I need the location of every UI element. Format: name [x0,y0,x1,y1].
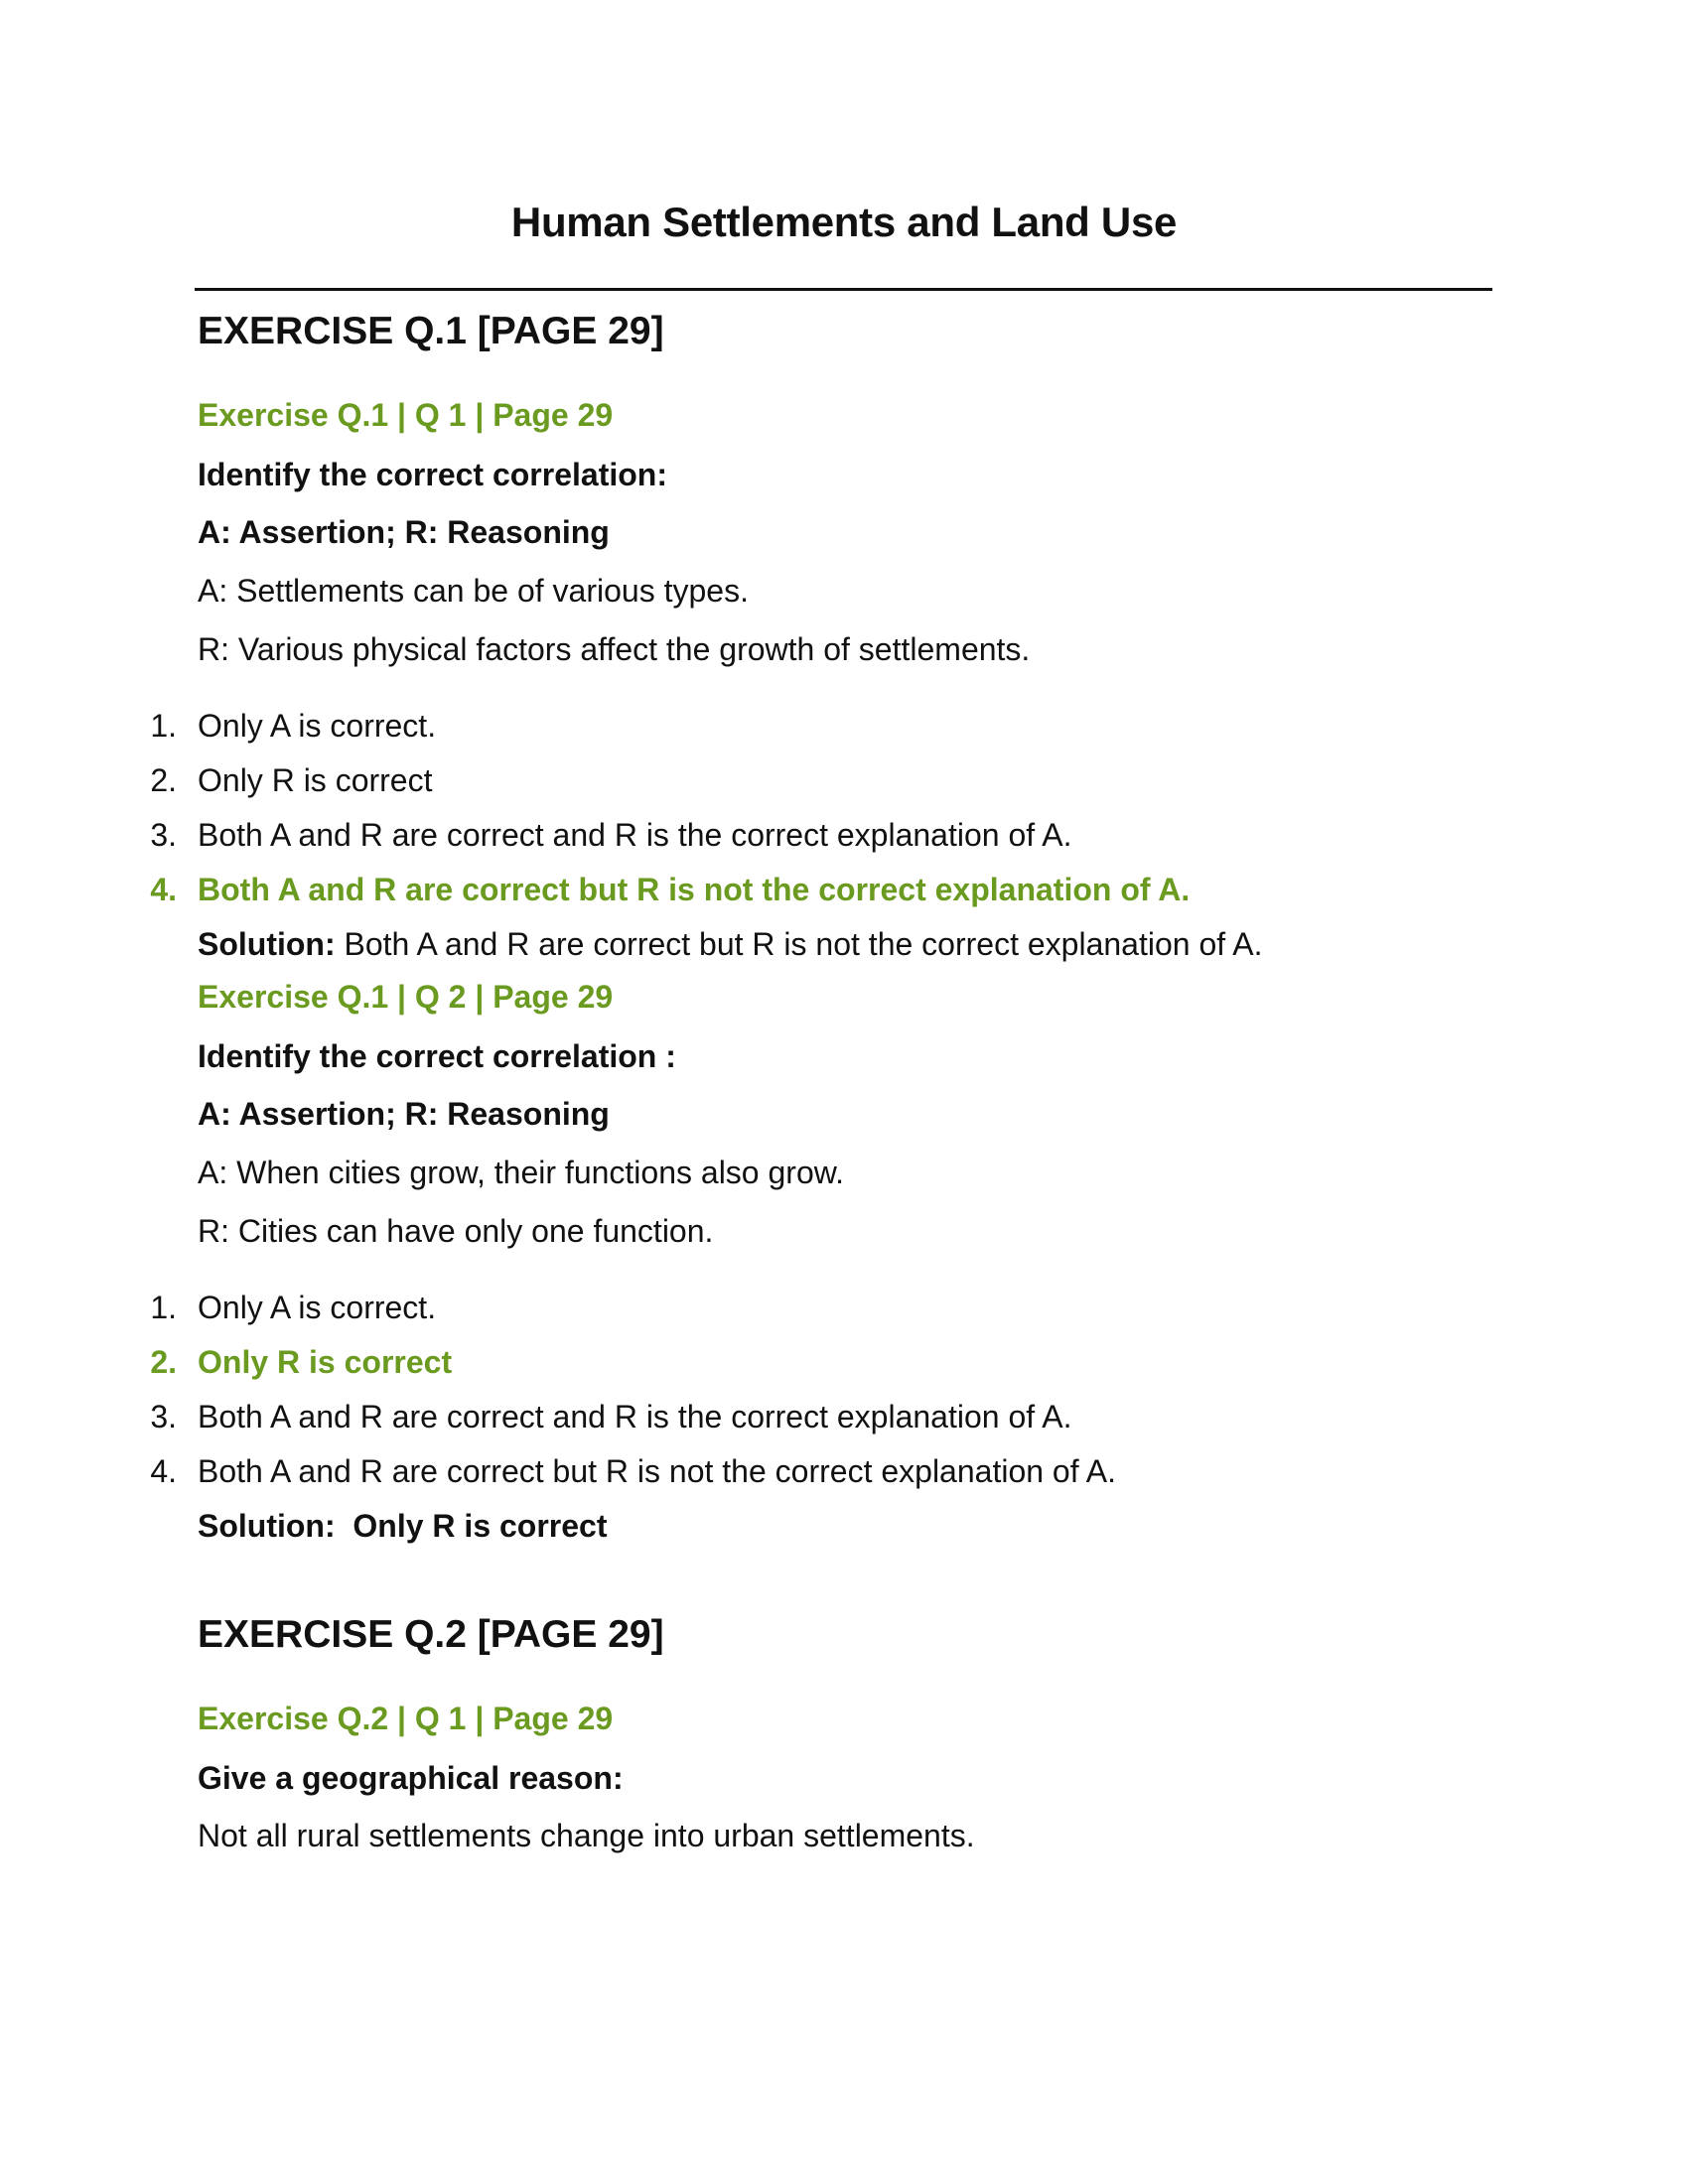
correct-option-text: Only R is correct [198,1344,453,1380]
section-heading-exercise-2: EXERCISE Q.2 [PAGE 29] [198,1613,664,1656]
option-text: Only A is correct. [198,1290,437,1325]
correct-option-text: Both A and R are correct but R is not the correct explanation of A. [198,872,1191,907]
assertion-reasoning-legend: A: Assertion; R: Reasoning [198,1096,610,1132]
question-ref-link[interactable]: Exercise Q.1 | Q 1 | Page 29 [198,397,614,433]
option-number: 2. [150,762,177,798]
title-divider [195,288,1492,291]
question-ref-link[interactable]: Exercise Q.1 | Q 2 | Page 29 [198,979,614,1015]
assertion-statement: A: Settlements can be of various types. [198,573,749,609]
option-text: Both A and R are correct and R is the correct explanation of A. [198,817,1072,853]
option-number: 1. [150,708,177,744]
correct-option-number: 2. [150,1344,177,1380]
solution-label: Solution: [198,926,336,962]
section-heading-exercise-1: EXERCISE Q.1 [PAGE 29] [198,310,664,352]
option-text: Only A is correct. [198,708,437,744]
option-text: Both A and R are correct but R is not the correct explanation of A. [198,1453,1116,1489]
reasoning-statement: R: Various physical factors affect the growth of settlements. [198,631,1031,667]
option-number: 3. [150,1399,177,1434]
document-title: Human Settlements and Land Use [510,199,1178,245]
reasoning-statement: R: Cities can have only one function. [198,1213,714,1249]
option-number: 4. [150,1453,177,1489]
solution-label: Solution: [198,1508,336,1544]
question-prompt: Give a geographical reason: [198,1760,624,1796]
assertion-statement: A: When cities grow, their functions also grow. [198,1155,844,1190]
correct-option-number: 4. [150,872,177,907]
question-statement: Not all rural settlements change into urban settlements. [198,1818,975,1853]
question-ref-link[interactable]: Exercise Q.2 | Q 1 | Page 29 [198,1701,614,1736]
solution-line [198,926,1262,963]
option-text: Both A and R are correct and R is the correct explanation of A. [198,1399,1072,1434]
question-prompt: Identify the correct correlation: [198,457,667,492]
solution-line [198,1508,608,1545]
option-number: 1. [150,1290,177,1325]
solution-text: Only R is correct [335,1508,608,1544]
solution-text: Both A and R are correct but R is not the correct explanation of A. [335,926,1263,962]
option-text: Only R is correct [198,762,433,798]
option-number: 3. [150,817,177,853]
assertion-reasoning-legend: A: Assertion; R: Reasoning [198,514,610,550]
question-prompt: Identify the correct correlation : [198,1038,676,1074]
